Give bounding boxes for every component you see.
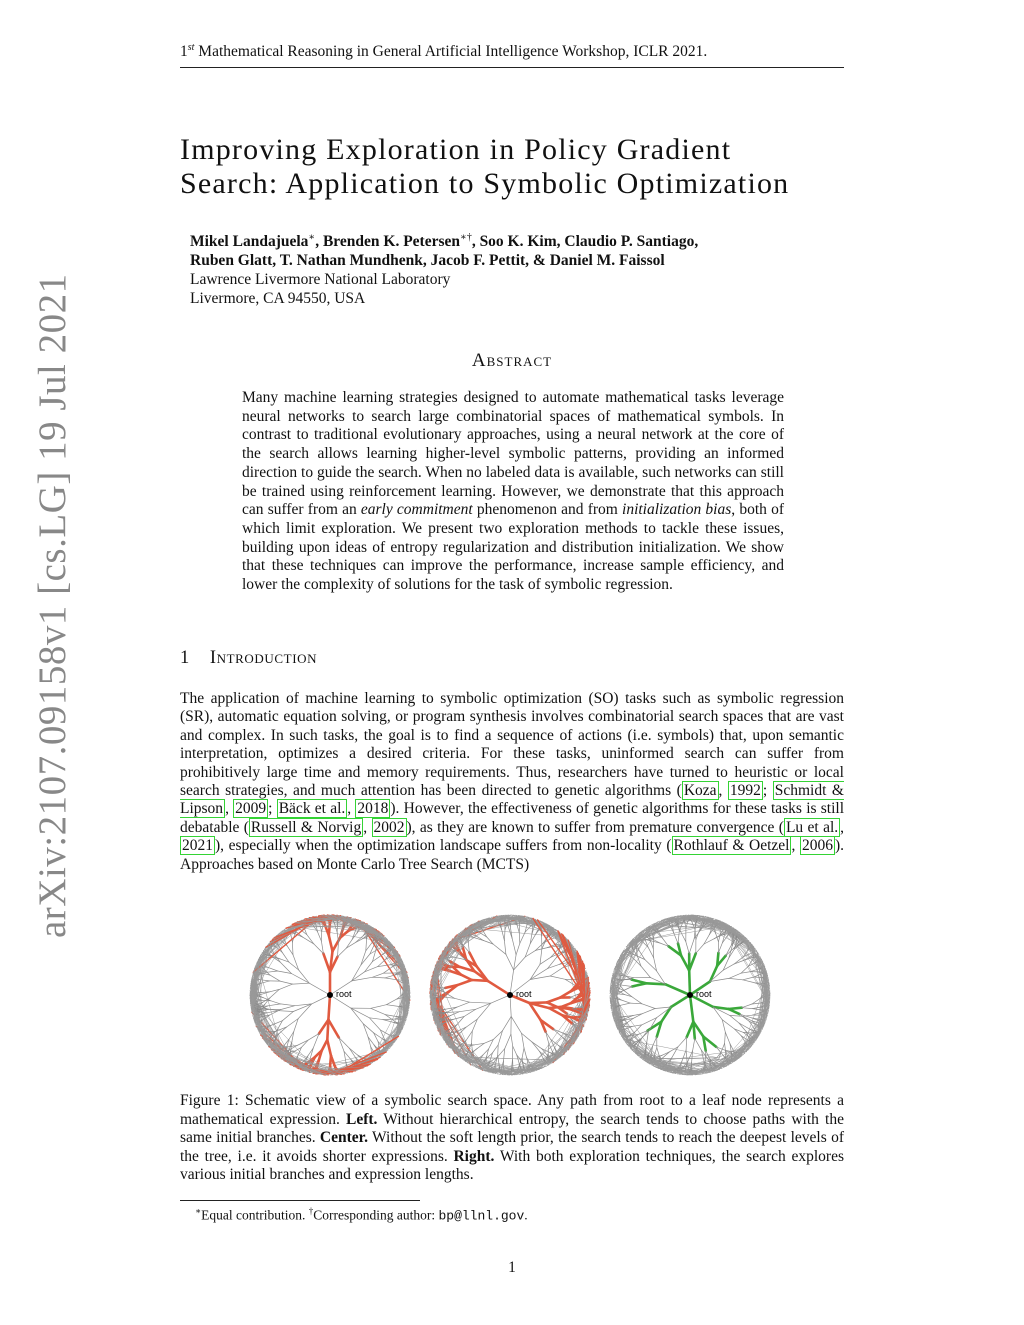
tree-branch [322, 924, 323, 932]
tree-branch [303, 937, 314, 944]
tree-branch [281, 1004, 295, 1006]
email-link[interactable]: bp@llnl.gov [438, 1208, 525, 1224]
citation-link[interactable]: 2006 [801, 837, 833, 855]
highlighted-branch [323, 954, 330, 972]
tree-branch [682, 1050, 686, 1062]
tree-branch [279, 1011, 294, 1012]
tree-branch [339, 1038, 344, 1052]
figure-caption: Figure 1: Schematic view of a symbolic search space. Any path from root to a leaf node represents a mathematical expression. Left. Without hierarchical entropy, the search tends to choose paths with the same initial branches. Center. Without the soft length prior, the search tends to reach the deepest levels of the tree, i.e. it avoids shorter expressions. Right. With both exploration techniques, the search explores various initial branches and expression lengths. [180, 1092, 844, 1184]
tree-branch [307, 935, 314, 944]
tree-branch [318, 932, 322, 941]
tree-branch [504, 930, 505, 941]
highlighted-branch [327, 1040, 331, 1056]
highlighted-branch [661, 1007, 671, 1022]
tree-branch [385, 975, 395, 978]
leaf-edge [614, 928, 651, 969]
tree-branch [386, 1005, 399, 1007]
tree-branch [695, 1039, 702, 1051]
tree-branch [502, 929, 505, 940]
tree-center [430, 915, 590, 1075]
tree-branch [309, 983, 330, 995]
leaf-edge [368, 1017, 407, 1062]
leaf-edge [614, 1008, 633, 1051]
leaf-edge [366, 1039, 398, 1064]
tree-branch [371, 1008, 385, 1014]
tree-branch [540, 957, 551, 964]
highlighted-branch [329, 923, 330, 935]
tree-branch [352, 965, 361, 981]
tree-branch [686, 1037, 687, 1050]
root-node [327, 992, 333, 998]
leaf-edge [690, 915, 748, 945]
tree-branch [517, 925, 519, 933]
leaf-edge [630, 1044, 680, 1075]
tree-branch [648, 947, 654, 958]
tree-branch [740, 1014, 750, 1021]
tree-branch [511, 1034, 513, 1046]
tree-branch [470, 1002, 491, 1003]
tree-branch [742, 1004, 752, 1008]
leaf-edge [255, 1014, 289, 1064]
leaf-edge [370, 926, 407, 989]
tree-branch [642, 1004, 655, 1009]
tree-branch [522, 1048, 524, 1058]
paper-title-line-2: Search: Application to Symbolic Optimization [180, 167, 790, 200]
tree-branch [297, 1040, 308, 1045]
tree-branch [457, 1002, 470, 1007]
tree-branch [339, 1038, 350, 1049]
tree-branch [510, 970, 514, 995]
tree-branch [714, 935, 721, 939]
highlighted-branch [488, 981, 510, 995]
tree-left [250, 915, 410, 1075]
tree-branch [291, 974, 309, 984]
tree-branch [346, 942, 356, 948]
highlighted-branch [632, 980, 647, 984]
citation-link[interactable]: 1992 [729, 782, 761, 800]
arxiv-stamp: arXiv:2107.09158v1 [cs.LG] 19 Jul 2021 [31, 273, 74, 938]
tree-branch [641, 966, 651, 978]
tree-branch [287, 946, 293, 955]
figure-search-trees [240, 905, 840, 1085]
tree-branch [268, 971, 278, 972]
tree-branch [553, 1029, 563, 1033]
tree-branch [366, 939, 367, 951]
tree-branch [504, 941, 506, 955]
tree-branch [351, 1008, 363, 1024]
leaf-edge [623, 1027, 655, 1067]
tree-branch [642, 1009, 655, 1014]
tree-branch [510, 995, 511, 1016]
tree-branch [546, 1032, 549, 1044]
tree-branch [550, 976, 565, 979]
paper-title-line-1: Improving Exploration in Policy Gradient [180, 133, 732, 166]
tree-branch [653, 1037, 657, 1046]
highlighted-branch [328, 1020, 338, 1038]
tree-branch [721, 1043, 725, 1052]
citation-link[interactable]: Bäck et al. [278, 800, 346, 818]
tree-branch [729, 978, 743, 979]
tree-branch [729, 973, 741, 978]
tree-branch [651, 941, 654, 948]
tree-branch [674, 932, 679, 943]
tree-branch [520, 932, 525, 943]
tree-branch [625, 1016, 633, 1017]
tree-branch [718, 943, 722, 953]
tree-branch [338, 948, 347, 957]
tree-branch [730, 1015, 739, 1023]
tree-branch [725, 1032, 730, 1044]
tree-branch [498, 1056, 499, 1064]
tree-branch [505, 1034, 511, 1049]
root-label-right: root [696, 989, 712, 999]
tree-branch [369, 1018, 383, 1020]
abstract-body: Many machine learning strategies designed to automate mathematical tasks leverage neural networks to search large combinatorial spaces of mathematical symbols. In contrast to traditional evolutionary approaches, using a neural network at the core of the search allows learning higher-level symbolic patterns, providing an informed direction to guide the search. When no labeled data is available, such networks can still be trained using reinforcement learning. However, we demonstrate that this approach can suffer from an early commitment phenomenon and from initialization bias, both of which limit exploration. We present two exploration methods to tackle these issues, building upon ideas of entropy regularization and distribution initialization. We show that these techniques can improve the performance, increase sample efficiency, and lower the complexity of solutions for the task of symbolic regression. [242, 389, 784, 594]
tree-branch [455, 998, 470, 1002]
citation-link[interactable]: Koza [683, 782, 717, 800]
tree-branch [372, 977, 385, 978]
root-label-left: root [336, 989, 352, 999]
leaf-edge [449, 1038, 503, 1075]
tree-branch [706, 1051, 711, 1060]
highlighted-branch [547, 998, 560, 1003]
tree-branch [498, 1045, 499, 1056]
tree-branch [512, 939, 516, 955]
tree-branch [383, 1019, 395, 1020]
leaf-edge [631, 1044, 690, 1075]
tree-branch [351, 1008, 370, 1018]
highlighted-branch [646, 983, 665, 984]
citation-link[interactable]: 2018 [357, 800, 389, 818]
tree-right [610, 915, 770, 1075]
tree-branch [312, 995, 330, 1004]
citation-link[interactable]: Schmidt & Lipson [180, 782, 844, 818]
tree-branch [524, 1048, 527, 1058]
tree-branch [352, 930, 356, 939]
highlighted-branch [690, 995, 693, 1022]
highlighted-branch [710, 966, 717, 982]
tree-branch [743, 980, 755, 983]
tree-branch [540, 949, 542, 965]
tree-branch [299, 970, 310, 983]
tree-branch [742, 1008, 753, 1009]
highlighted-branch [461, 975, 472, 980]
tree-branch [730, 1015, 743, 1016]
footnote-rule [180, 1200, 420, 1201]
tree-branch [369, 1018, 380, 1030]
tree-branch [472, 1043, 473, 1050]
tree-branch [472, 1031, 473, 1043]
highlighted-branch [457, 980, 472, 985]
tree-branch [281, 1006, 295, 1010]
tree-branch [492, 1045, 498, 1053]
tree-branch [657, 1048, 659, 1056]
tree-branch [372, 973, 383, 977]
citation-link[interactable]: 2009 [235, 800, 267, 818]
tree-branch [511, 1016, 521, 1033]
tree-branch [630, 1003, 642, 1004]
tree-branch [734, 957, 743, 964]
tree-branch [645, 960, 657, 971]
tree-branch [522, 1033, 524, 1048]
tree-branch [491, 995, 510, 1003]
tree-branch [678, 931, 679, 943]
tree-branch [458, 1027, 467, 1031]
tree-branch [725, 1032, 726, 1043]
tree-branch [619, 985, 632, 987]
tree-branch [313, 1034, 319, 1048]
tree-branch [504, 1049, 505, 1061]
tree-branch [729, 945, 733, 957]
tree-branch [493, 944, 506, 954]
tree-branch [513, 1046, 517, 1055]
running-header: 1st Mathematical Reasoning in General Artificial Intelligence Workshop, ICLR 2021. [180, 42, 844, 68]
root-node [507, 992, 513, 998]
tree-branch [498, 1049, 505, 1057]
page-number: 1 [508, 1259, 516, 1276]
tree-branch [621, 1000, 630, 1003]
highlighted-branch [329, 935, 333, 951]
highlighted-branch [322, 1040, 328, 1051]
leaf-edge [552, 1020, 586, 1059]
citation-link[interactable]: 2021 [182, 837, 213, 855]
tree-branch [689, 939, 694, 954]
tree-branch [621, 1003, 631, 1005]
tree-branch [433, 993, 434, 995]
tree-branch [385, 978, 396, 980]
highlighted-branch [665, 984, 690, 995]
highlighted-branch [671, 995, 690, 1007]
abstract-heading: Abstract [471, 350, 553, 371]
tree-branch [743, 977, 754, 980]
tree-branch [279, 984, 292, 989]
footnote: ∗Equal contribution. †Corresponding author: bp@llnl.gov. [195, 1206, 528, 1224]
tree-branch [280, 981, 293, 984]
root-label-center: root [516, 989, 532, 999]
tree-branch [474, 938, 483, 941]
tree-branch [734, 961, 743, 965]
citation-link[interactable]: 2002 [373, 818, 405, 836]
author-block: Mikel Landajuela∗, Brenden K. Petersen∗†, Soo K. Kim, Claudio P. Santiago, Ruben Glatt, T. Nathan Mundhenk, Jacob F. Pettit, & Daniel M. Faissol Lawrence Livermore National Laboratory Livermore, CA 94550, USA [190, 232, 699, 308]
tree-branch [346, 939, 352, 948]
tree-branch [726, 945, 732, 956]
tree-branch [530, 964, 540, 979]
highlighted-branch [689, 971, 690, 996]
tree-branch [686, 942, 689, 954]
tree-branch [506, 954, 514, 970]
tree-branch [739, 1023, 750, 1029]
tree-branch [293, 983, 310, 984]
tree-branch [503, 1016, 512, 1030]
tree-branch [693, 1039, 695, 1051]
tree-branch [386, 999, 396, 1005]
highlighted-branch [328, 995, 330, 1020]
tree-branch [319, 923, 321, 932]
citation-link[interactable]: Rothlauf & Oetzel [673, 837, 790, 855]
tree-branch [632, 997, 642, 1004]
tree-branch [268, 967, 278, 971]
tree-branch [519, 933, 520, 944]
tree-branch [371, 1005, 387, 1009]
leaf-edge [634, 1048, 668, 1072]
tree-branch [268, 1004, 281, 1006]
tree-branch [270, 975, 280, 981]
tree-branch [550, 967, 563, 976]
highlighted-branch [562, 1007, 573, 1009]
highlighted-branch [687, 1022, 694, 1037]
tree-branch [282, 1012, 293, 1021]
leaf-edge [434, 919, 485, 981]
highlighted-branch [330, 1056, 331, 1068]
tree-branch [292, 942, 293, 955]
tree-branch [301, 1040, 308, 1047]
root-node [687, 992, 693, 998]
introduction-body: The application of machine learning to symbolic optimization (SO) tasks such as symbolic regression (SR), automatic equation solving, or program synthesis involves combinatorial search spaces that are vast and complex. In such tasks, the goal is to find a sequence of actions (i.e. symbols) that, upon semantic interpretation, optimizes a desired criteria. For these tasks, uninformed search can suffer from prohibitively large time and memory requirements. Thus, researchers have turned to heuristic or local search strategies, and much attention has been directed to genetic algorithms ( Koza , 1992 ; Schmidt & Lipson , 2009 ; Bäck et al. , 2018 ). However, the effectiveness of genetic algorithms for these tasks is still debatable ( Russell & Norvig , 2002 ), as they are known to suffer from premature convergence ( Lu et al. , 2021 ), especially when the optimization landscape suffers from non-locality ( Rothlauf & Oetzel , 2006 ). Approaches based on Monte Carlo Tree Search (MCTS) [180, 690, 845, 873]
tree-branch [516, 943, 520, 954]
tree-branch [361, 951, 366, 965]
tree-branch [696, 944, 704, 953]
section-heading-introduction: 1 Introduction [180, 648, 318, 668]
citation-link[interactable]: Russell & Norvig [250, 818, 362, 836]
tree-branch [271, 1001, 281, 1004]
tree-branch [739, 1023, 746, 1031]
leaf-edge [556, 996, 590, 1055]
leaf-edge [711, 1036, 759, 1070]
tree-branch [298, 1004, 312, 1019]
tree-branch [678, 1037, 687, 1047]
tree-branch [361, 954, 370, 965]
tree-branch [466, 1031, 473, 1041]
citation-link[interactable]: Lu et al. [785, 818, 839, 836]
